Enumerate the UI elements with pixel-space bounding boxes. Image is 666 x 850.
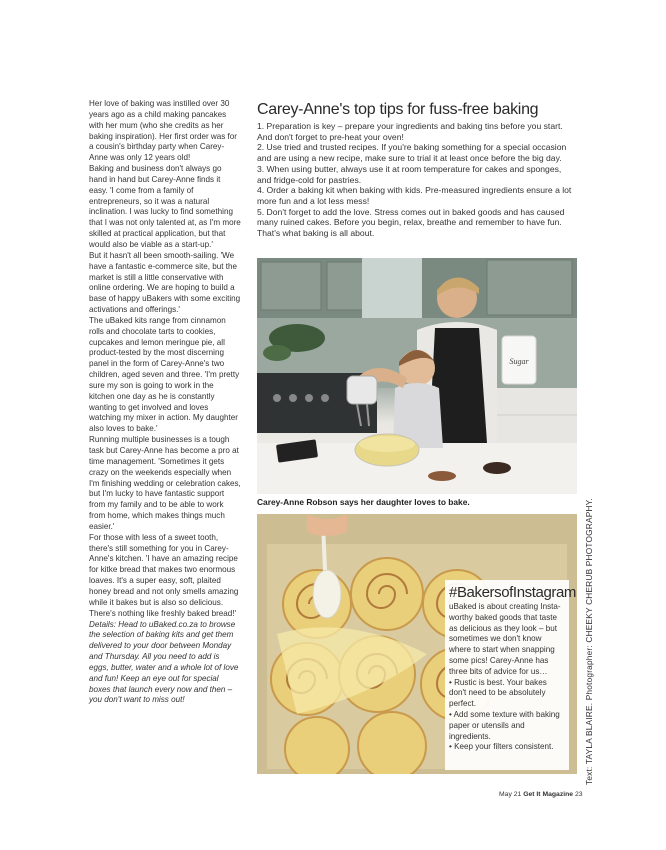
page-footer: [499, 791, 583, 798]
article-paragraph: Running multiple businesses is a tough task but Carey-Anne has become a pro at time management. 'Sometimes it gets crazy on the weekends especially when I'm finishing wedding or celebration cakes, but I'm lucky to have fantastic support from my family and to be able to work from home, which makes things much easier.': [89, 435, 241, 531]
tip-item: 1. Preparation is key – prepare your ingredients and baking tins before you start. And don't forget to pre-heat your oven!: [257, 121, 563, 142]
tip-item: 4. Order a baking kit when baking with kids. Pre-measured ingredients ensure a lot more fun and a lot less mess!: [257, 185, 572, 206]
article-paragraph: But it hasn't all been smooth-sailing. 'We have a fantastic e-commerce site, but the market is still a little conservative with online ordering. We are hoping to build a base of happy uBakers with some exciting activations and offerings.': [89, 250, 241, 315]
tip-item: 5. Don't forget to add the love. Stress comes out in baked goods and has caused many ruined cakes. Before you begin, relax, breathe and remember to have fun. That's what baking is all about.: [257, 206, 565, 239]
instagram-tip: • Add some texture with baking paper or utensils and ingredients.: [449, 709, 560, 741]
tip-item: 3. When using butter, always use it at room temperature for cakes and sponges, and fridge-cold for pastries.: [257, 163, 562, 185]
article-paragraph: Her love of baking was instilled over 30 years ago as a child making pancakes with her mum (who she credits as her baking inspiration). Her first order was for a cousin's birthday party when Carey-Anne was only 12 years old!: [89, 99, 237, 163]
sugar-canister-label: Sugar: [509, 357, 529, 366]
photo-caption: Carey-Anne Robson says her daughter loves to bake.: [257, 497, 470, 507]
issue-date: May 21: [499, 791, 522, 798]
instagram-heading: #BakersofInstagram: [449, 584, 577, 601]
tips-section: [257, 100, 577, 239]
instagram-tips-box: [445, 580, 577, 770]
instagram-tip: • Rustic is best. Your bakes don't need to be absolutely perfect.: [449, 677, 547, 709]
page-number: 23: [574, 791, 583, 798]
photo-credit: Text: TAYLA BLAIRE. Photographer: CHEEKY CHERUB PHOTOGRAPHY.: [584, 498, 594, 785]
kitchen-illustration: [257, 258, 577, 494]
article-paragraph: For those with less of a sweet tooth, there's still something for you in Carey-Anne's kitchen. 'I have an amazing recipe for kitke bread that makes two enormous loaves. It's a super easy, soft, plaited honey bread and not only smells amazing while it bakes but is also so delicious. There's nothing like freshly baked bread!': [89, 532, 239, 618]
tips-heading: Carey-Anne's top tips for fuss-free baking: [257, 101, 539, 118]
magazine-name: Get It Magazine: [523, 791, 574, 798]
tip-item: 2. Use tried and trusted recipes. If you're baking something for a special occasion and are using a new recipe, make sure to trial it at least once before the big day.: [257, 142, 567, 164]
article-details: Details: Head to uBaked.co.za to browse the selection of baking kits and get them delivered to your door between Monday and Thursday. All you need to add is eggs, butter, water and a whole lot of love and fun! Keep an eye out for special boxes that launch every now and then – you don't want to miss out!: [89, 619, 239, 705]
instagram-tip: • Keep your filters consistent.: [449, 742, 554, 752]
article-body-left-column: [89, 99, 241, 706]
article-paragraph: The uBaked kits range from cinnamon rolls and chocolate tarts to cookies, cupcakes and lemon meringue pie, all product-tested by the most discerning panel in the form of Carey-Anne's two children, aged seven and three. 'I'm pretty sure my son is going to work in the kitchen one day as he is constantly wanting to get involved and loves watching my mixer in action. My daughter also loves to bake.': [89, 315, 240, 434]
instagram-body: uBaked is about creating Insta-worthy baked goods that taste as delicious as they look – but sometimes we don't know where to start when snapping some pics! Carey-Anne has three bits of advice for us…: [449, 602, 561, 676]
kitchen-baking-photo: [257, 258, 577, 494]
article-paragraph: Baking and business don't always go hand in hand but Carey-Anne finds it easy. 'I come from a family of entrepreneurs, so it was a natural inclination. I was lucky to find something that I was not only talented at, as I'm more skilled at practical application, but that would also be viable as a start-up.': [89, 164, 241, 249]
